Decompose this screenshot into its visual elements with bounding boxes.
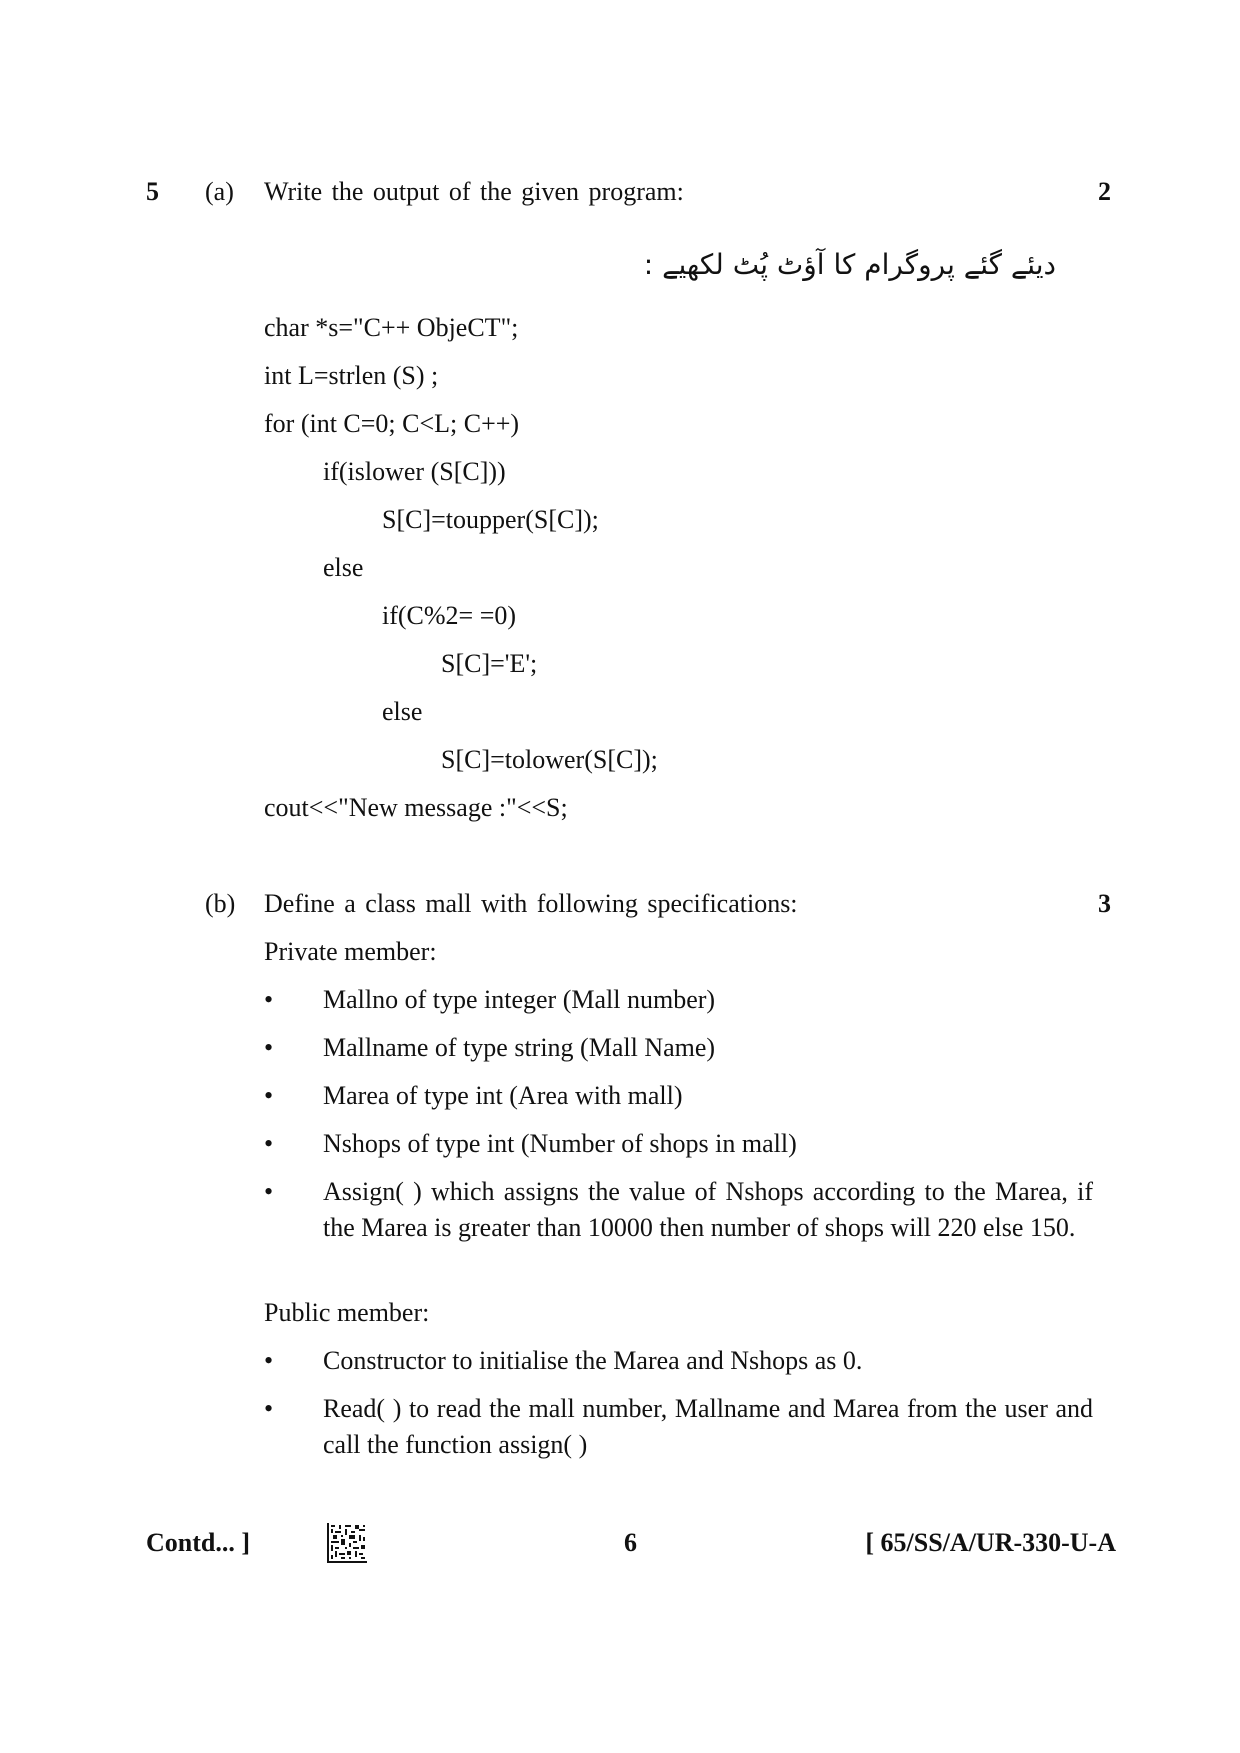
public-member-item: Constructor to initialise the Marea and Nshops as 0. <box>323 1346 863 1375</box>
code-line: if(islower (S[C])) <box>323 457 506 486</box>
bullet-icon: • <box>264 1033 274 1062</box>
question-number: 5 <box>146 177 159 206</box>
part-a-urdu-text: دیئے گئے پروگرام کا آؤٹ پُٹ لکھیے : <box>643 248 1056 281</box>
bullet-icon: • <box>264 1081 274 1110</box>
bullet-icon: • <box>264 1394 274 1423</box>
private-member-heading: Private member: <box>264 937 437 966</box>
paper-code: [ 65/SS/A/UR-330-U-A <box>865 1528 1116 1557</box>
code-line: for (int C=0; C<L; C++) <box>264 409 520 438</box>
bullet-icon: • <box>264 1177 274 1206</box>
code-line: else <box>323 553 364 582</box>
code-line: int L=strlen (S) ; <box>264 361 439 390</box>
part-b-marks: 3 <box>1098 889 1111 918</box>
code-line: S[C]='E'; <box>441 649 538 678</box>
code-line: char *s="C++ ObjeCT"; <box>264 313 519 342</box>
qr-code-icon <box>327 1523 367 1563</box>
part-b-label: (b) <box>205 889 236 918</box>
code-line: cout<<"New message :"<<S; <box>264 793 568 822</box>
part-a-question-text: Write the output of the given program: <box>264 177 684 206</box>
private-member-item: Mallno of type integer (Mall number) <box>323 985 716 1014</box>
part-b-question-text: Define a class mall with following specifications: <box>264 889 798 918</box>
code-line: if(C%2= =0) <box>382 601 517 630</box>
public-member-item: Read( ) to read the mall number, Mallname and Marea from the user and call the function assign( ) <box>323 1394 1093 1459</box>
private-member-item: Marea of type int (Area with mall) <box>323 1081 683 1110</box>
part-a-label: (a) <box>205 177 234 206</box>
private-member-item: Mallname of type string (Mall Name) <box>323 1033 716 1062</box>
code-line: S[C]=toupper(S[C]); <box>382 505 599 534</box>
code-line: else <box>382 697 423 726</box>
contd-label: Contd... ] <box>146 1528 251 1557</box>
private-member-item: Assign( ) which assigns the value of Nshops according to the Marea, if the Marea is greater than 10000 then number of shops will 220 else 150. <box>323 1177 1093 1242</box>
private-member-item: Nshops of type int (Number of shops in mall) <box>323 1129 797 1158</box>
public-member-heading: Public member: <box>264 1298 430 1327</box>
page-number: 6 <box>624 1528 637 1557</box>
bullet-icon: • <box>264 1129 274 1158</box>
code-line: S[C]=tolower(S[C]); <box>441 745 658 774</box>
bullet-icon: • <box>264 985 274 1014</box>
part-a-marks: 2 <box>1098 177 1111 206</box>
bullet-icon: • <box>264 1346 274 1375</box>
